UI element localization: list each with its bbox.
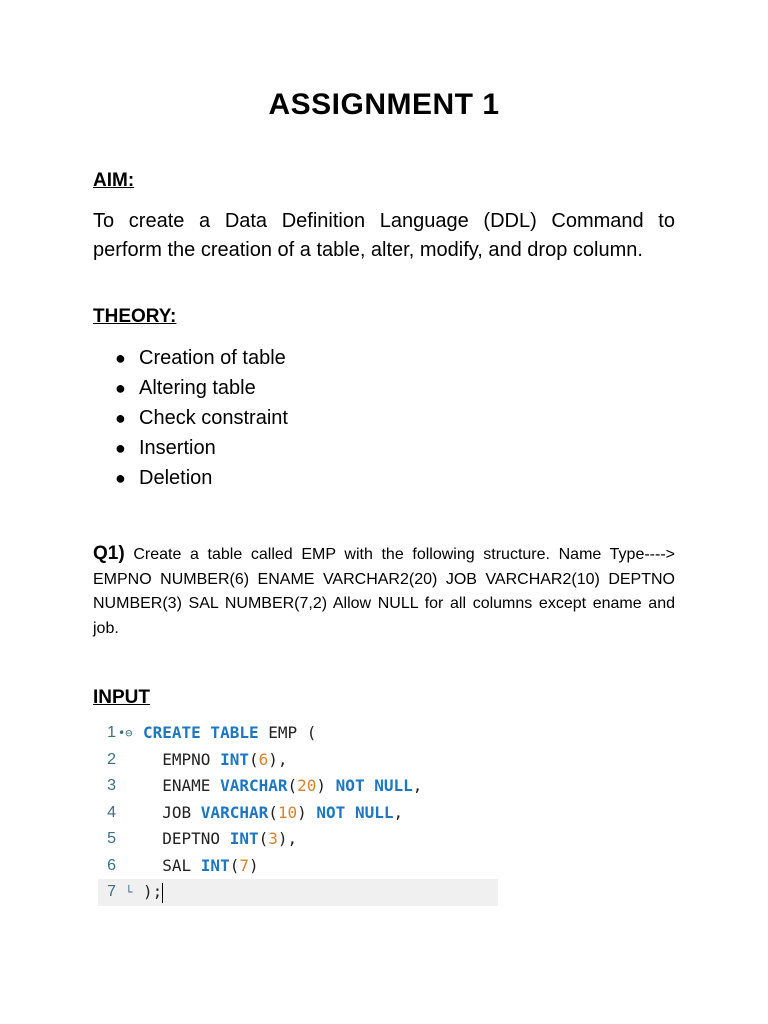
theory-item	[115, 373, 288, 403]
code-token: (	[258, 829, 269, 848]
line-number: 5	[107, 830, 116, 847]
code-text[interactable]	[143, 720, 316, 747]
code-keyword: INT	[229, 829, 259, 848]
code-number: 20	[297, 776, 317, 795]
question-label: Q1)	[93, 543, 125, 564]
line-number: 3	[107, 777, 116, 794]
code-text[interactable]	[143, 747, 288, 774]
code-number: 10	[277, 802, 298, 822]
code-token: SAL	[143, 855, 201, 875]
bullet-icon: ●	[115, 438, 126, 458]
code-line	[98, 879, 498, 906]
code-token: )	[316, 776, 336, 795]
code-token: )	[248, 855, 259, 875]
page-title: ASSIGNMENT 1	[268, 88, 500, 121]
bullet-icon: ●	[115, 408, 126, 428]
code-token: (	[287, 776, 298, 795]
code-line	[98, 720, 498, 747]
question-text: Create a table called EMP with the following structure. Name Type----> EMPNO NUMBER(6) ENAME VARCHAR2(20) JOB VARCHAR2(10) DEPTNO NUMBER(3) SAL NUMBER(7,2) Allow NULL for all columns except ename and job.	[93, 546, 675, 637]
code-line	[98, 747, 498, 774]
line-number: 4	[107, 803, 116, 821]
theory-item-label: Creation of table	[139, 347, 286, 369]
code-text[interactable]	[143, 826, 297, 853]
theory-item	[115, 463, 288, 493]
line-number: 7	[107, 883, 116, 900]
code-keyword: VARCHAR	[220, 776, 288, 795]
line-number: 1	[107, 724, 116, 741]
code-token: ENAME	[143, 776, 221, 795]
code-number: 6	[258, 749, 269, 769]
code-line	[98, 826, 498, 853]
theory-item-label: Deletion	[139, 467, 213, 489]
code-line	[98, 853, 498, 880]
theory-item-label: Altering table	[139, 377, 256, 399]
code-token: ),	[268, 749, 288, 769]
line-number: 6	[107, 856, 116, 874]
code-keyword: CREATE TABLE	[143, 723, 259, 742]
code-token: (	[229, 855, 240, 875]
fold-end-icon: └	[118, 885, 133, 899]
theory-list	[115, 343, 288, 493]
code-token: (	[248, 749, 259, 769]
code-keyword: NOT NULL	[335, 776, 413, 795]
theory-item	[115, 433, 288, 463]
code-text[interactable]	[143, 853, 259, 880]
line-number: 2	[107, 750, 116, 768]
code-text[interactable]	[143, 773, 422, 800]
theory-heading: THEORY:	[93, 306, 177, 327]
fold-toggle-icon[interactable]: •⊖	[118, 726, 133, 740]
code-token: ,	[412, 776, 423, 795]
code-token: DEPTNO	[143, 829, 230, 848]
theory-item-label: Insertion	[139, 437, 216, 459]
code-number: 7	[239, 855, 249, 875]
bullet-icon: ●	[115, 348, 126, 368]
code-token: EMPNO	[143, 749, 221, 769]
code-keyword: VARCHAR	[200, 802, 269, 822]
code-token: JOB	[143, 802, 201, 822]
theory-item	[115, 343, 288, 373]
code-keyword: INT	[200, 855, 230, 875]
code-token: ),	[277, 829, 298, 848]
bullet-icon: ●	[115, 378, 126, 398]
code-keyword: NOT NULL	[316, 802, 394, 822]
aim-text: To create a Data Definition Language (DDL) Command to perform the creation of a table, alter, modify, and drop column.	[93, 210, 675, 261]
code-text[interactable]	[143, 879, 163, 906]
theory-item-label: Check constraint	[139, 407, 288, 429]
code-number: 3	[268, 829, 278, 848]
code-token: EMP (	[258, 723, 317, 742]
code-keyword: INT	[220, 749, 249, 769]
question-q1	[93, 542, 675, 641]
theory-item	[115, 403, 288, 433]
input-heading: INPUT	[93, 687, 150, 708]
code-token: ,	[393, 802, 404, 822]
code-text[interactable]	[143, 800, 403, 827]
code-token: (	[268, 802, 278, 822]
code-block	[98, 720, 498, 906]
code-token: );	[143, 882, 163, 901]
code-token: )	[297, 802, 317, 822]
aim-heading: AIM:	[93, 170, 135, 191]
text-cursor	[162, 883, 163, 903]
code-line	[98, 773, 498, 800]
bullet-icon: ●	[115, 468, 126, 488]
code-line	[98, 800, 498, 827]
